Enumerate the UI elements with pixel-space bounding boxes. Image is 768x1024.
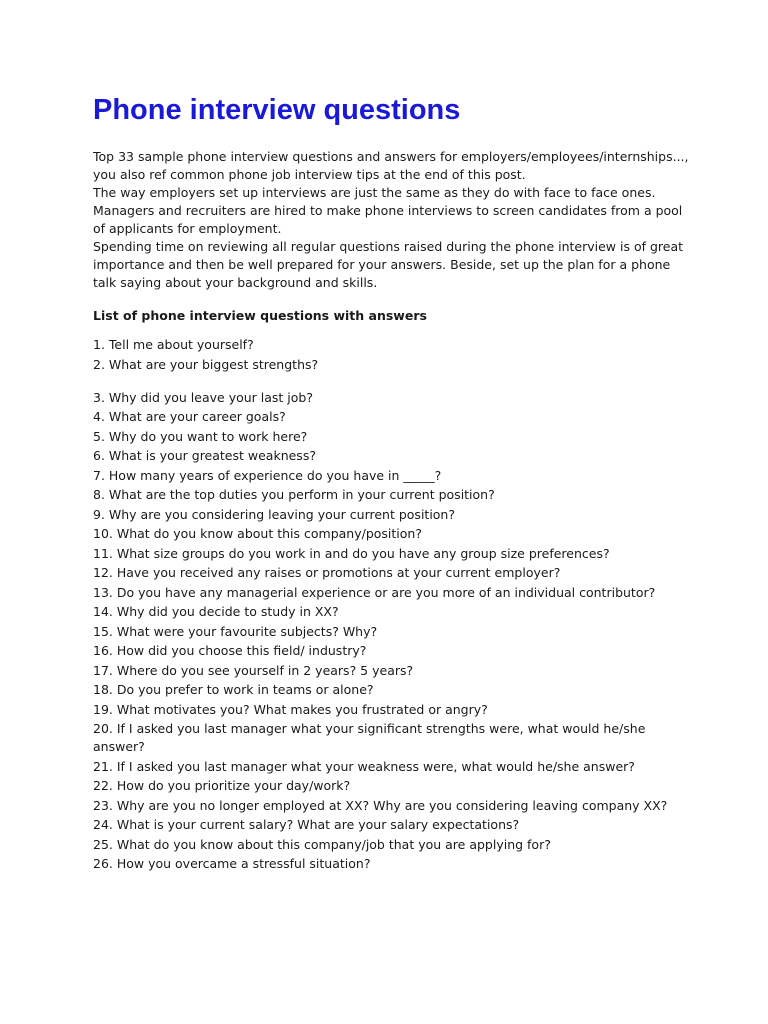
question-item: 5. Why do you want to work here? [93,428,308,444]
question-item: 23. Why are you no longer employed at XX? Why are you considering leaving company XX? [93,797,668,813]
document-body [93,148,693,875]
question-item: 13. Do you have any managerial experience or are you more of an individual contributor? [93,584,656,600]
question-item: 2. What are your biggest strengths? [93,356,319,372]
question-item: 9. Why are you considering leaving your current position? [93,506,455,522]
question-item: 25. What do you know about this company/job that you are applying for? [93,836,551,852]
question-item: 15. What were your favourite subjects? Why? [93,623,378,639]
question-item: 7. How many years of experience do you have in _____? [93,467,442,483]
question-item: 18. Do you prefer to work in teams or alone? [93,682,374,697]
question-item: 8. What are the top duties you perform in your current position? [93,487,495,502]
question-item: 19. What motivates you? What makes you frustrated or angry? [93,701,488,717]
question-item: 22. How do you prioritize your day/work? [93,778,351,793]
question-item: 24. What is your current salary? What are your salary expectations? [93,817,520,832]
intro-paragraph: Spending time on reviewing all regular questions raised during the phone interview is of great importance and then be well prepared for your answers. Beside, set up the plan for a phone talk saying about your background and skills. [93,239,684,290]
intro-paragraph: The way employers set up interviews are just the same as they do with face to face ones. Managers and recruiters are hired to make phone interviews to screen candidates from a pool of applicants for employment. [93,185,683,236]
question-item: 21. If I asked you last manager what your weakness were, what would he/she answer? [93,758,635,774]
list-heading: List of phone interview questions with answers [93,308,427,323]
question-item: 20. If I asked you last manager what your significant strengths were, what would he/she answer? [93,721,646,754]
question-item: 11. What size groups do you work in and do you have any group size preferences? [93,545,610,561]
question-item: 10. What do you know about this company/position? [93,526,422,541]
question-item: 16. How did you choose this field/ industry? [93,643,367,658]
question-item: 26. How you overcame a stressful situation? [93,856,371,871]
page-title: Phone interview questions [93,94,461,126]
question-item: 4. What are your career goals? [93,409,286,424]
question-item: 17. Where do you see yourself in 2 years? 5 years? [93,662,414,678]
question-item: 6. What is your greatest weakness? [93,448,316,463]
question-list [93,336,693,873]
question-item: 3. Why did you leave your last job? [93,389,313,405]
question-item: 14. Why did you decide to study in XX? [93,604,339,619]
question-item: 1. Tell me about yourself? [93,337,254,352]
question-item: 12. Have you received any raises or promotions at your current employer? [93,565,561,580]
intro-paragraph: Top 33 sample phone interview questions and answers for employers/employees/internships..., you also ref common phone job interview tips at the end of this post. [93,149,689,182]
